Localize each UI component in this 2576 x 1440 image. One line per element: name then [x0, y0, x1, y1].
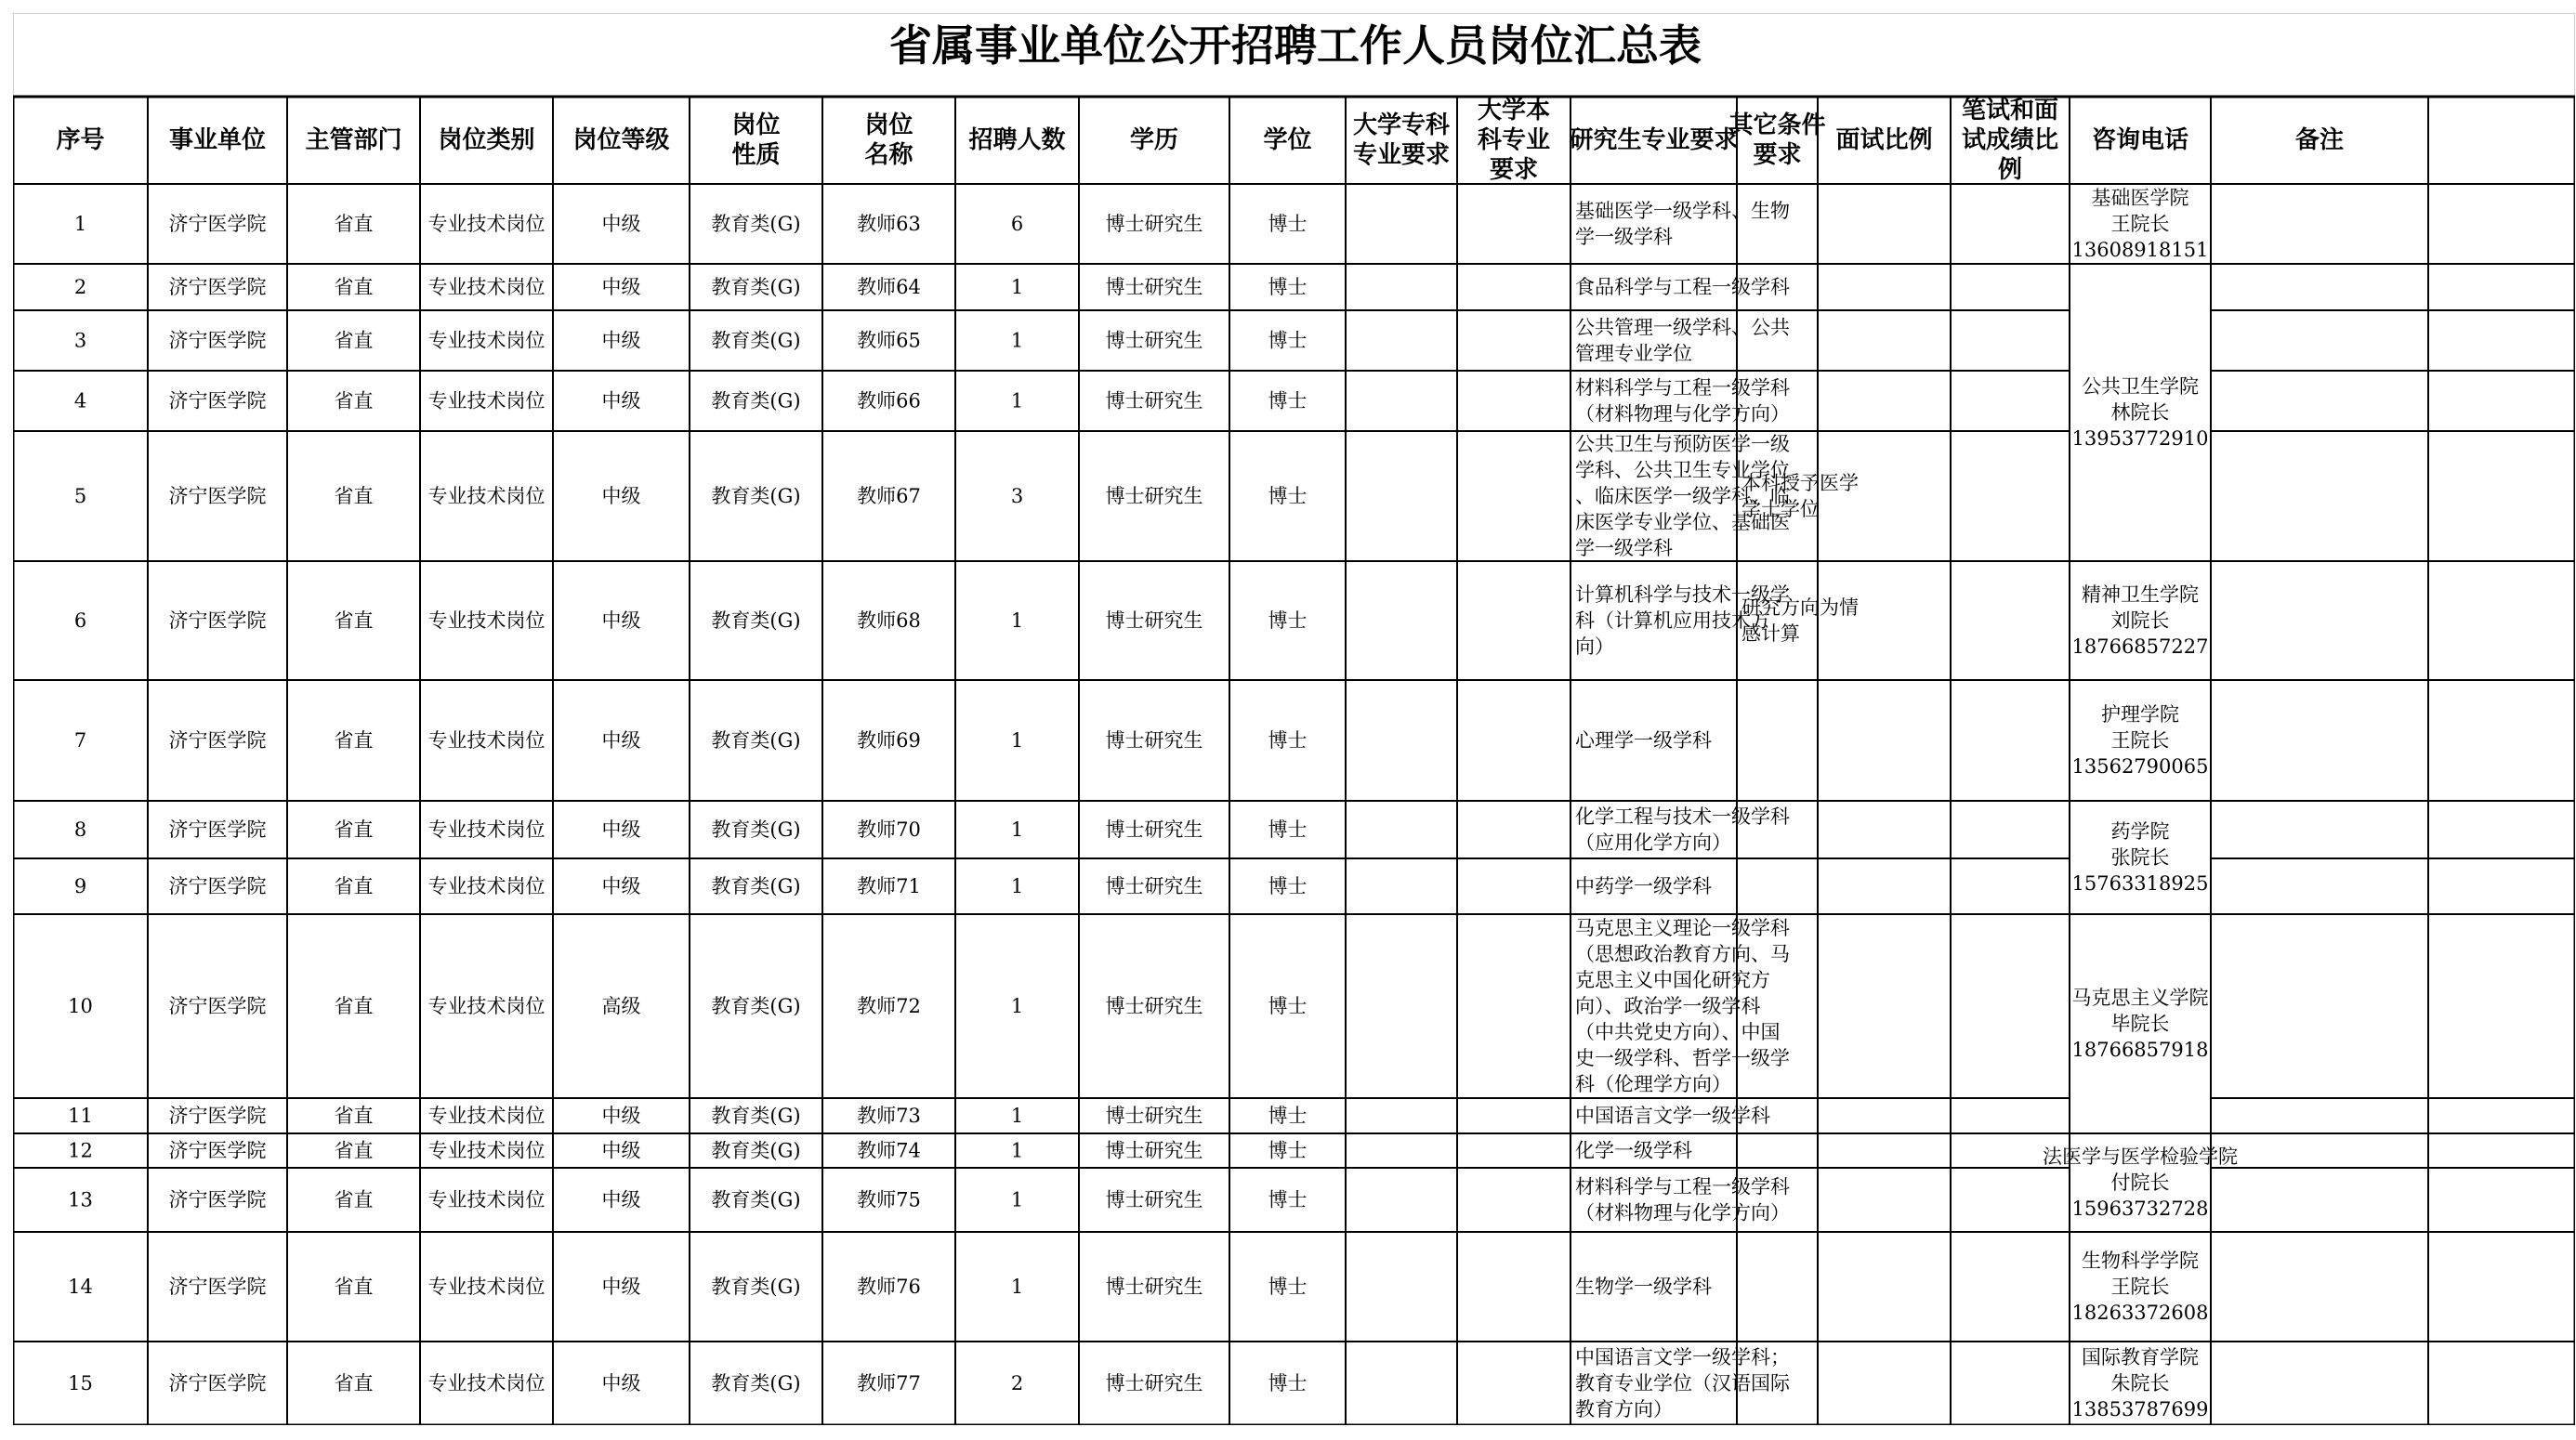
recruitment-table — [13, 13, 2575, 1425]
cell-grad: （应用化学方向） — [1575, 831, 1731, 854]
cell-count: 3 — [1010, 485, 1024, 507]
cell-level: 中级 — [601, 1372, 641, 1394]
cell-no: 15 — [68, 1372, 93, 1394]
cell-degree: 博士 — [1268, 1188, 1308, 1211]
cell-type: 专业技术岗位 — [427, 1139, 545, 1162]
cell-no: 9 — [73, 875, 87, 897]
cell-no: 6 — [73, 609, 87, 632]
cell-name: 教师74 — [857, 1139, 921, 1162]
cell-count: 1 — [1010, 1139, 1024, 1162]
header-note: 备注 — [2294, 126, 2345, 154]
cell-no: 14 — [68, 1276, 93, 1298]
cell-grad: 科（伦理学方向） — [1575, 1073, 1731, 1095]
cell-name: 教师67 — [857, 485, 921, 507]
cell-edu: 博士研究生 — [1105, 818, 1203, 841]
cell-grad: 、临床医学一级学科、临 — [1575, 485, 1790, 507]
cell-grad: 材料科学与工程一级学科 — [1575, 1175, 1790, 1198]
contact-cell: 基础医学院 — [2091, 187, 2189, 209]
contact-cell: 王院长 — [2110, 729, 2170, 752]
cell-degree: 博士 — [1268, 609, 1308, 632]
contact-cell: 13562790065 — [2071, 755, 2209, 778]
cell-no: 7 — [73, 729, 87, 752]
cell-dept: 省直 — [334, 995, 374, 1017]
cell-grad: 中国语言文学一级学科 — [1575, 1105, 1770, 1127]
cell-grad: 材料科学与工程一级学科 — [1575, 376, 1790, 399]
cell-grad: 化学一级学科 — [1575, 1139, 1692, 1162]
cell-no: 8 — [73, 818, 87, 841]
cell-grad: 学一级学科 — [1575, 226, 1673, 248]
cell-no: 10 — [68, 995, 93, 1017]
cell-unit: 济宁医学院 — [168, 818, 267, 841]
cell-grad: （材料物理与化学方向） — [1575, 402, 1790, 425]
cell-count: 1 — [1010, 329, 1024, 352]
cell-degree: 博士 — [1268, 329, 1308, 352]
cell-count: 2 — [1010, 1372, 1024, 1394]
cell-type: 专业技术岗位 — [427, 995, 545, 1017]
cell-type: 专业技术岗位 — [427, 329, 545, 352]
header-phone: 咨询电话 — [2091, 126, 2189, 154]
cell-unit: 济宁医学院 — [168, 213, 267, 235]
cell-count: 1 — [1010, 995, 1024, 1017]
cell-unit: 济宁医学院 — [168, 1372, 267, 1394]
cell-level: 中级 — [601, 213, 641, 235]
cell-grad: 马克思主义理论一级学科 — [1575, 917, 1790, 939]
cell-count: 1 — [1010, 729, 1024, 752]
contact-cell: 药学院 — [2110, 820, 2170, 843]
cell-name: 教师73 — [857, 1105, 921, 1127]
cell-grad: 中国语言文学一级学科； — [1575, 1346, 1790, 1368]
cell-type: 专业技术岗位 — [427, 818, 545, 841]
cell-grad: 床医学专业学位、基础医 — [1575, 511, 1790, 533]
header-weight: 试成绩比 — [1961, 126, 2059, 154]
cell-name: 教师71 — [857, 875, 921, 897]
cell-other: 感计算 — [1741, 622, 1800, 645]
header-other: 要求 — [1753, 141, 1802, 169]
cell-edu: 博士研究生 — [1105, 329, 1203, 352]
cell-nature: 教育类(G) — [711, 1188, 801, 1211]
cell-unit: 济宁医学院 — [168, 1276, 267, 1298]
cell-grad: 科（计算机应用技术方 — [1575, 609, 1770, 632]
cell-grad: 学一级学科 — [1575, 537, 1673, 559]
cell-unit: 济宁医学院 — [168, 609, 267, 632]
cell-dept: 省直 — [334, 818, 374, 841]
contact-cell: 精神卫生学院 — [2082, 583, 2199, 606]
cell-edu: 博士研究生 — [1105, 1188, 1203, 1211]
cell-grad: 食品科学与工程一级学科 — [1575, 276, 1790, 298]
cell-grad: 教育方向） — [1575, 1398, 1673, 1420]
cell-edu: 博士研究生 — [1105, 213, 1203, 235]
cell-type: 专业技术岗位 — [427, 1105, 545, 1127]
contact-cell: 13608918151 — [2071, 239, 2209, 261]
cell-name: 教师70 — [857, 818, 921, 841]
contact-cell: 法医学与医学检验学院 — [2043, 1145, 2238, 1168]
cell-count: 1 — [1010, 875, 1024, 897]
contact-cell: 18766857918 — [2071, 1039, 2209, 1061]
cell-grad: 教育专业学位（汉语国际 — [1575, 1372, 1790, 1394]
contact-cell: 刘院长 — [2110, 609, 2170, 632]
contact-cell: 付院长 — [2110, 1172, 2170, 1194]
header-dept: 主管部门 — [305, 126, 402, 154]
cell-level: 中级 — [601, 1139, 641, 1162]
cell-no: 2 — [73, 276, 87, 298]
cell-grad: 中药学一级学科 — [1575, 875, 1712, 897]
cell-degree: 博士 — [1268, 213, 1308, 235]
cell-level: 中级 — [601, 609, 641, 632]
cell-grad: （材料物理与化学方向） — [1575, 1201, 1790, 1224]
contact-cell: 18263372608 — [2071, 1302, 2209, 1324]
cell-degree: 博士 — [1268, 1372, 1308, 1394]
cell-level: 高级 — [601, 995, 641, 1017]
cell-degree: 博士 — [1268, 875, 1308, 897]
contact-cell: 生物科学学院 — [2082, 1250, 2199, 1272]
header-nature: 岗位 — [731, 111, 781, 139]
cell-unit: 济宁医学院 — [168, 1139, 267, 1162]
cell-name: 教师76 — [857, 1276, 921, 1298]
cell-nature: 教育类(G) — [711, 329, 801, 352]
header-bachelor: 要求 — [1489, 156, 1539, 184]
cell-edu: 博士研究生 — [1105, 1139, 1203, 1162]
cell-type: 专业技术岗位 — [427, 729, 545, 752]
cell-dept: 省直 — [334, 609, 374, 632]
cell-name: 教师68 — [857, 609, 921, 632]
cell-no: 1 — [73, 213, 87, 235]
contact-cell: 15963732728 — [2071, 1198, 2209, 1220]
cell-level: 中级 — [601, 1105, 641, 1127]
cell-dept: 省直 — [334, 729, 374, 752]
cell-other: 学士学位 — [1741, 498, 1820, 520]
header-unit: 事业单位 — [168, 126, 267, 154]
header-grad: 研究生专业要求 — [1569, 126, 1739, 154]
header-other: 其它条件 — [1728, 111, 1826, 139]
contact-cell: 国际教育学院 — [2082, 1346, 2199, 1368]
cell-name: 教师75 — [857, 1188, 921, 1211]
cell-unit: 济宁医学院 — [168, 485, 267, 507]
cell-nature: 教育类(G) — [711, 1276, 801, 1298]
cell-count: 1 — [1010, 1276, 1024, 1298]
cell-name: 教师63 — [857, 213, 921, 235]
cell-nature: 教育类(G) — [711, 995, 801, 1017]
cell-nature: 教育类(G) — [711, 276, 801, 298]
cell-dept: 省直 — [334, 389, 374, 412]
header-name: 岗位 — [864, 111, 913, 139]
cell-grad: 生物学一级学科 — [1575, 1276, 1712, 1298]
cell-unit: 济宁医学院 — [168, 329, 267, 352]
cell-level: 中级 — [601, 389, 641, 412]
cell-edu: 博士研究生 — [1105, 389, 1203, 412]
contact-cell: 王院长 — [2110, 213, 2170, 235]
cell-edu: 博士研究生 — [1105, 875, 1203, 897]
cell-degree: 博士 — [1268, 995, 1308, 1017]
cell-nature: 教育类(G) — [711, 609, 801, 632]
cell-grad: （思想政治教育方向、马 — [1575, 943, 1790, 965]
cell-nature: 教育类(G) — [711, 729, 801, 752]
cell-nature: 教育类(G) — [711, 485, 801, 507]
cell-grad: 心理学一级学科 — [1575, 729, 1712, 752]
header-type: 岗位类别 — [438, 126, 535, 154]
header-weight: 笔试和面 — [1961, 97, 2059, 124]
cell-no: 3 — [73, 329, 87, 352]
cell-degree: 博士 — [1268, 818, 1308, 841]
cell-type: 专业技术岗位 — [427, 1276, 545, 1298]
cell-level: 中级 — [601, 818, 641, 841]
contact-cell: 13953772910 — [2071, 427, 2209, 450]
header-name: 名称 — [864, 141, 913, 169]
cell-nature: 教育类(G) — [711, 1372, 801, 1394]
header-nature: 性质 — [731, 141, 781, 169]
cell-nature: 教育类(G) — [711, 1105, 801, 1127]
cell-other: 本科授予医学 — [1741, 472, 1859, 494]
cell-level: 中级 — [601, 1188, 641, 1211]
cell-count: 1 — [1010, 1105, 1024, 1127]
header-edu: 学历 — [1129, 126, 1179, 154]
cell-degree: 博士 — [1268, 485, 1308, 507]
cell-unit: 济宁医学院 — [168, 875, 267, 897]
cell-degree: 博士 — [1268, 1276, 1308, 1298]
cell-nature: 教育类(G) — [711, 389, 801, 412]
cell-unit: 济宁医学院 — [168, 1188, 267, 1211]
contact-cell: 林院长 — [2110, 401, 2170, 424]
contact-cell: 朱院长 — [2110, 1372, 2170, 1394]
cell-degree: 博士 — [1268, 1105, 1308, 1127]
cell-nature: 教育类(G) — [711, 213, 801, 235]
cell-name: 教师69 — [857, 729, 921, 752]
cell-degree: 博士 — [1268, 276, 1308, 298]
cell-no: 13 — [68, 1188, 93, 1211]
cell-edu: 博士研究生 — [1105, 609, 1203, 632]
header-no: 序号 — [56, 126, 105, 154]
cell-nature: 教育类(G) — [711, 875, 801, 897]
cell-grad: 克思主义中国化研究方 — [1575, 969, 1770, 991]
cell-nature: 教育类(G) — [711, 818, 801, 841]
cell-level: 中级 — [601, 329, 641, 352]
cell-level: 中级 — [601, 485, 641, 507]
cell-unit: 济宁医学院 — [168, 1105, 267, 1127]
cell-type: 专业技术岗位 — [427, 276, 545, 298]
cell-no: 5 — [73, 485, 87, 507]
cell-type: 专业技术岗位 — [427, 213, 545, 235]
cell-edu: 博士研究生 — [1105, 1276, 1203, 1298]
cell-level: 中级 — [601, 729, 641, 752]
cell-level: 中级 — [601, 1276, 641, 1298]
cell-grad: 史一级学科、哲学一级学 — [1575, 1047, 1790, 1069]
cell-name: 教师65 — [857, 329, 921, 352]
cell-type: 专业技术岗位 — [427, 875, 545, 897]
cell-type: 专业技术岗位 — [427, 1372, 545, 1394]
cell-count: 1 — [1010, 818, 1024, 841]
header-weight: 例 — [1997, 156, 2023, 184]
cell-dept: 省直 — [334, 1188, 374, 1211]
cell-count: 1 — [1010, 276, 1024, 298]
cell-dept: 省直 — [334, 485, 374, 507]
cell-edu: 博士研究生 — [1105, 1105, 1203, 1127]
cell-name: 教师64 — [857, 276, 921, 298]
cell-grad: 向）、政治学一级学科 — [1575, 995, 1761, 1017]
cell-degree: 博士 — [1268, 389, 1308, 412]
page-title: 省属事业单位公开招聘工作人员岗位汇总表 — [889, 20, 1702, 71]
header-degree: 学位 — [1263, 126, 1312, 154]
cell-grad: 向） — [1575, 635, 1614, 658]
cell-unit: 济宁医学院 — [168, 995, 267, 1017]
cell-grad: 公共卫生与预防医学一级 — [1575, 433, 1790, 455]
cell-dept: 省直 — [334, 276, 374, 298]
contact-cell: 公共卫生学院 — [2082, 375, 2199, 398]
cell-dept: 省直 — [334, 1276, 374, 1298]
contact-cell: 护理学院 — [2101, 703, 2179, 726]
contact-cell: 张院长 — [2110, 846, 2170, 869]
cell-unit: 济宁医学院 — [168, 276, 267, 298]
cell-grad: 管理专业学位 — [1575, 342, 1692, 365]
header-bachelor: 大学本 — [1477, 97, 1551, 124]
cell-dept: 省直 — [334, 1372, 374, 1394]
cell-no: 4 — [73, 389, 87, 412]
cell-dept: 省直 — [334, 1105, 374, 1127]
cell-edu: 博士研究生 — [1105, 995, 1203, 1017]
cell-count: 1 — [1010, 1188, 1024, 1211]
contact-cell: 马克思主义学院 — [2071, 987, 2209, 1009]
cell-type: 专业技术岗位 — [427, 1188, 545, 1211]
header-ratio: 面试比例 — [1835, 126, 1933, 154]
cell-other: 研究方向为情 — [1741, 596, 1859, 619]
cell-dept: 省直 — [334, 329, 374, 352]
recruitment-table-sheet — [13, 13, 2575, 1425]
cell-no: 11 — [68, 1105, 93, 1127]
cell-nature: 教育类(G) — [711, 1139, 801, 1162]
contact-cell: 13853787699 — [2071, 1398, 2209, 1420]
header-level: 岗位等级 — [572, 126, 670, 154]
cell-level: 中级 — [601, 276, 641, 298]
cell-edu: 博士研究生 — [1105, 485, 1203, 507]
cell-name: 教师66 — [857, 389, 921, 412]
contact-cell: 王院长 — [2110, 1276, 2170, 1298]
cell-dept: 省直 — [334, 1139, 374, 1162]
cell-type: 专业技术岗位 — [427, 609, 545, 632]
cell-degree: 博士 — [1268, 729, 1308, 752]
cell-count: 1 — [1010, 609, 1024, 632]
cell-grad: 公共管理一级学科、公共 — [1575, 316, 1790, 339]
cell-dept: 省直 — [334, 875, 374, 897]
contact-cell: 18766857227 — [2071, 635, 2209, 658]
header-bachelor: 科专业 — [1477, 126, 1551, 154]
cell-type: 专业技术岗位 — [427, 485, 545, 507]
cell-level: 中级 — [601, 875, 641, 897]
header-count: 招聘人数 — [968, 126, 1066, 154]
cell-grad: （中共党史方向）、中国 — [1575, 1021, 1781, 1043]
cell-grad: 基础医学一级学科、生物 — [1575, 200, 1790, 222]
contact-cell: 15763318925 — [2071, 872, 2209, 895]
cell-edu: 博士研究生 — [1105, 276, 1203, 298]
cell-name: 教师72 — [857, 995, 921, 1017]
cell-grad: 计算机科学与技术一级学 — [1575, 583, 1790, 606]
cell-edu: 博士研究生 — [1105, 729, 1203, 752]
cell-degree: 博士 — [1268, 1139, 1308, 1162]
cell-unit: 济宁医学院 — [168, 729, 267, 752]
contact-cell: 毕院长 — [2110, 1013, 2170, 1035]
cell-type: 专业技术岗位 — [427, 389, 545, 412]
header-junior: 大学专科 — [1352, 111, 1451, 139]
cell-count: 1 — [1010, 389, 1024, 412]
cell-dept: 省直 — [334, 213, 374, 235]
cell-unit: 济宁医学院 — [168, 389, 267, 412]
cell-no: 12 — [68, 1139, 93, 1162]
cell-count: 6 — [1010, 213, 1024, 235]
header-junior: 专业要求 — [1352, 141, 1451, 169]
cell-name: 教师77 — [857, 1372, 921, 1394]
cell-grad: 化学工程与技术一级学科 — [1575, 805, 1790, 828]
cell-grad: 学科、公共卫生专业学位 — [1575, 459, 1790, 481]
cell-edu: 博士研究生 — [1105, 1372, 1203, 1394]
